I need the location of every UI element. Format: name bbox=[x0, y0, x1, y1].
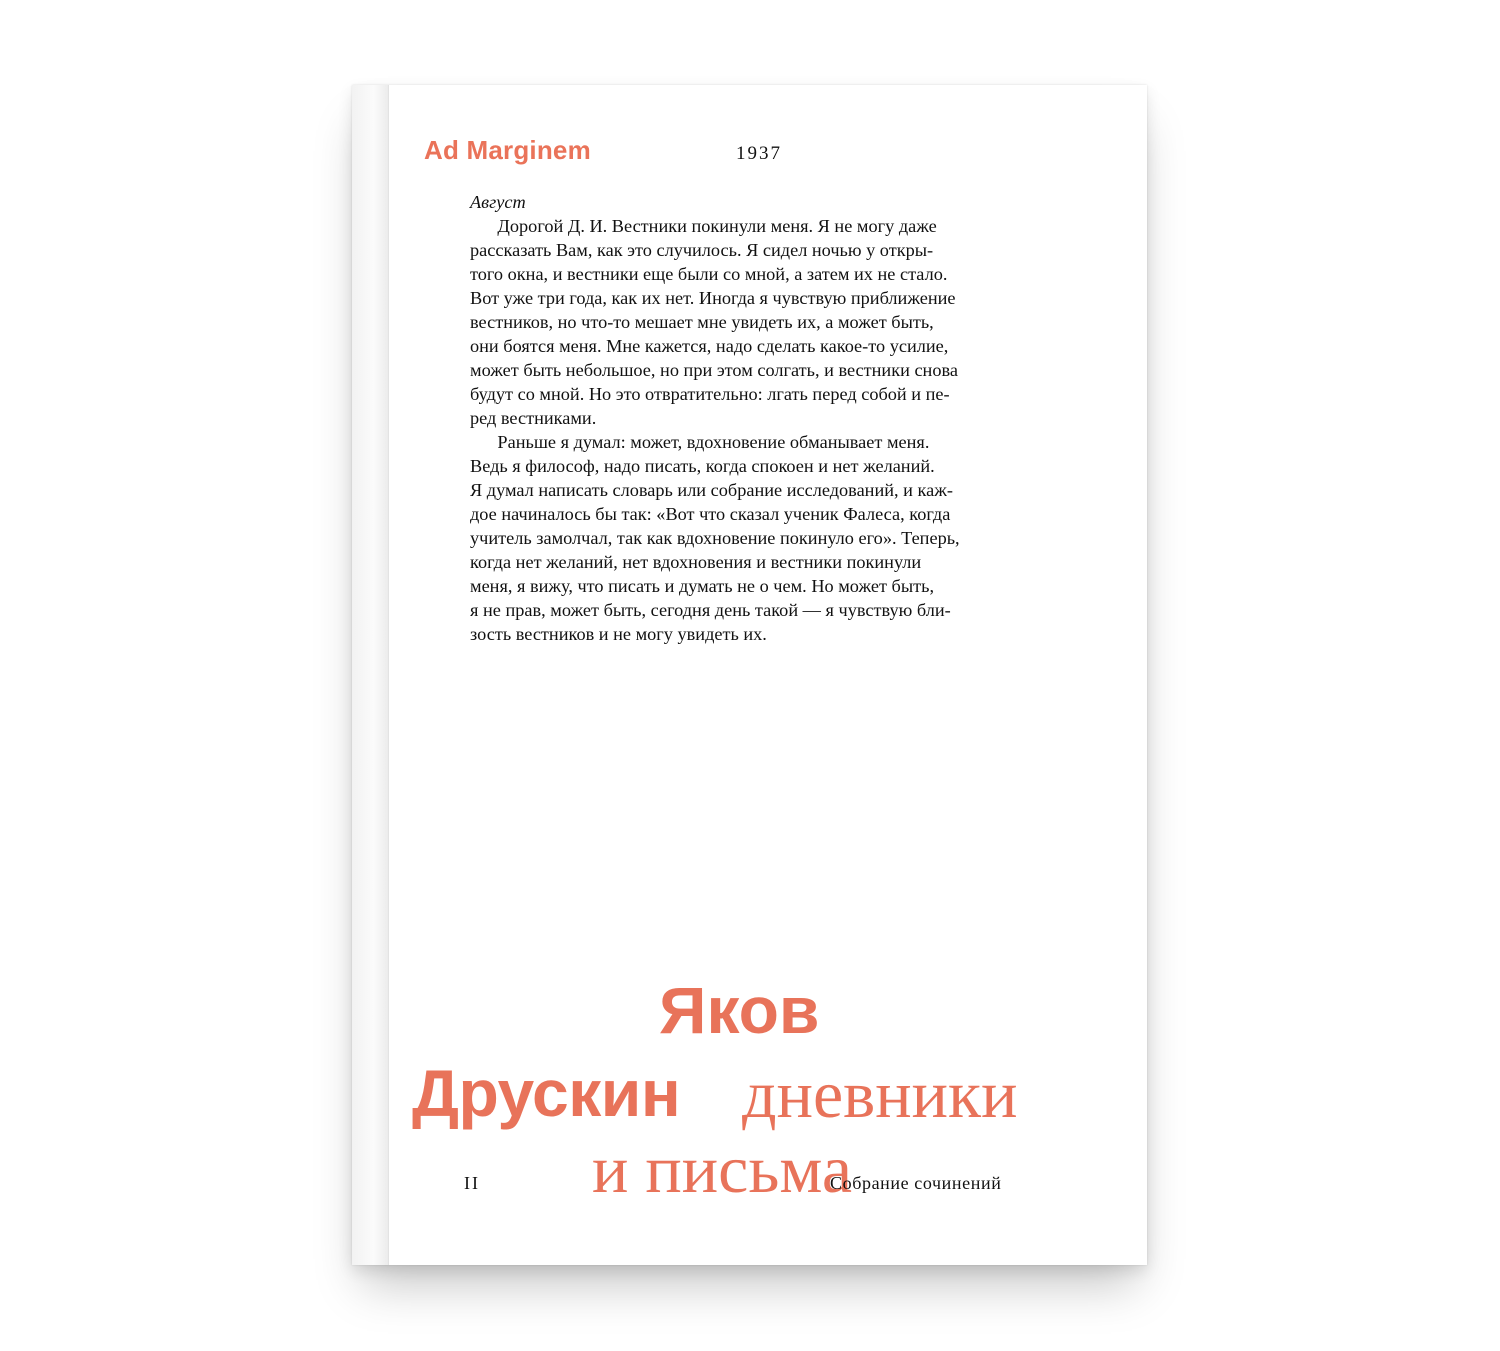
volume-number: II bbox=[464, 1173, 480, 1193]
letter-line: ред вестниками. bbox=[470, 408, 597, 428]
letter-line: вестников, но что-то мешает мне увидеть их, а может быть, bbox=[470, 312, 934, 332]
letter-line: Я думал написать словарь или собрание исследований, и каж- bbox=[470, 480, 953, 500]
letter-line: рассказать Вам, как это случилось. Я сидел ночью у откры- bbox=[470, 240, 934, 260]
letter-line: дое начиналось бы так: «Вот что сказал ученик Фалеса, когда bbox=[470, 504, 951, 524]
year-label: 1937 bbox=[736, 143, 782, 164]
book-title-line1: дневники bbox=[742, 1056, 1018, 1132]
letter-line: Ведь я философ, надо писать, когда спокоен и нет желаний. bbox=[470, 456, 935, 476]
book-cover bbox=[352, 85, 1147, 1265]
letter-line: они боятся меня. Мне кажется, надо сделать какое-то усилие, bbox=[470, 336, 949, 356]
letter-line: меня, я вижу, что писать и думать не о чем. Но может быть, bbox=[470, 576, 935, 596]
letter-line: когда нет желаний, нет вдохновения и вестники покинули bbox=[470, 552, 922, 572]
letter-line: Вот уже три года, как их нет. Иногда я чувствую приближение bbox=[470, 288, 956, 308]
book-spine bbox=[352, 85, 389, 1265]
letter-line: зость вестников и не могу увидеть их. bbox=[470, 624, 767, 644]
publisher-logo: Ad Marginem bbox=[424, 135, 591, 165]
author-first-name: Яков bbox=[659, 973, 820, 1047]
letter-line: Раньше я думал: может, вдохновение обманывает меня. bbox=[470, 432, 930, 452]
series-name: Собрание сочинений bbox=[830, 1173, 1002, 1193]
letter-line: Дорогой Д. И. Вестники покинули меня. Я не могу даже bbox=[470, 216, 937, 236]
author-last-name: Друскин bbox=[412, 1056, 681, 1130]
letter-text bbox=[470, 190, 1070, 646]
letter-line: будут со мной. Но это отвратительно: лгать перед собой и пе- bbox=[470, 384, 950, 404]
book-title-line2: и письма bbox=[592, 1131, 853, 1207]
letter-line: учитель замолчал, так как вдохновение покинуло его». Теперь, bbox=[470, 528, 960, 548]
letter-line: того окна, и вестники еще были со мной, а затем их не стало. bbox=[470, 264, 948, 284]
letter-month: Август bbox=[470, 192, 526, 212]
letter-line: я не прав, может быть, сегодня день такой — я чувствую бли- bbox=[470, 600, 951, 620]
letter-line: может быть небольшое, но при этом солгать, и вестники снова bbox=[470, 360, 958, 380]
